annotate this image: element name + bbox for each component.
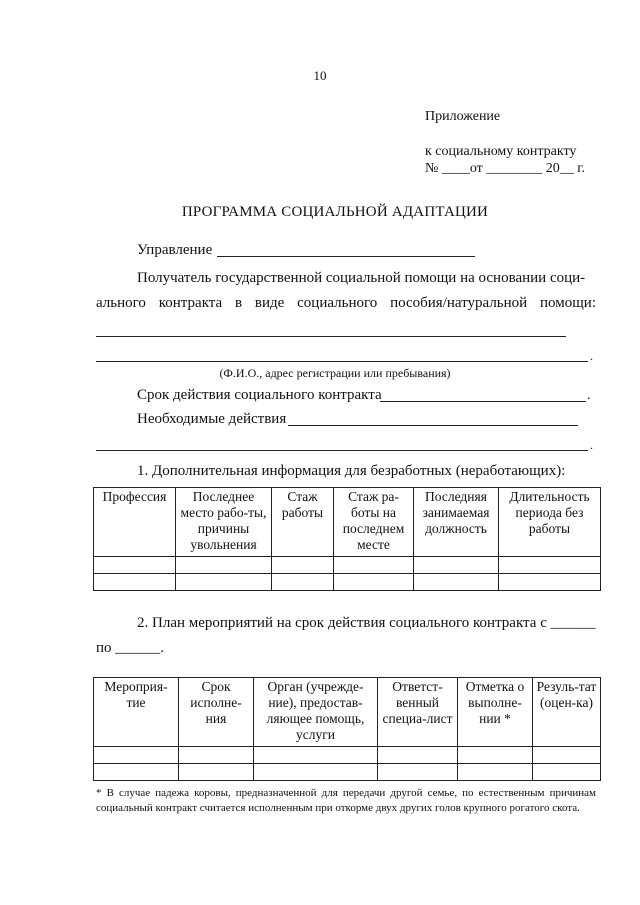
table-cell[interactable] [94, 557, 176, 574]
table-cell[interactable] [254, 747, 378, 764]
table-cell[interactable] [272, 557, 334, 574]
footnote: * В случае падежа коровы, предназначенной для передачи другой семье, по естественным причинам социальный контракт считается исполненным при откорме двух других голов крупного рогатого скота. [96, 787, 596, 814]
table-cell[interactable] [176, 574, 272, 591]
column-header: Резуль-тат (оцен-ка) [533, 678, 601, 747]
period-mark: . [590, 438, 593, 452]
table-cell[interactable] [378, 764, 458, 781]
table-cell[interactable] [414, 557, 499, 574]
table-row [94, 764, 601, 781]
table-cell[interactable] [334, 574, 414, 591]
appendix-block [425, 108, 585, 177]
column-header: Последнее место рабо-ты, причины увольнения [176, 488, 272, 557]
unemployed-info-table [93, 487, 601, 591]
table-header-row [94, 488, 601, 557]
column-header: Последняя занимаемая должность [414, 488, 499, 557]
table-cell[interactable] [254, 764, 378, 781]
table-cell[interactable] [176, 557, 272, 574]
column-header: Длительность периода без работы [499, 488, 601, 557]
contract-term-line [380, 401, 586, 402]
table-cell[interactable] [179, 764, 254, 781]
period-mark: . [590, 349, 593, 363]
column-header: Профессия [94, 488, 176, 557]
document-title: ПРОГРАММА СОЦИАЛЬНОЙ АДАПТАЦИИ [181, 204, 489, 220]
table-cell[interactable] [533, 764, 601, 781]
table-cell[interactable] [94, 764, 179, 781]
appendix-line-3: № ____от ________ 20__ г. [425, 161, 585, 176]
table-cell[interactable] [94, 574, 176, 591]
table-cell[interactable] [334, 557, 414, 574]
table-row [94, 557, 601, 574]
column-header: Стаж ра-боты на последнем месте [334, 488, 414, 557]
required-actions-line-2 [96, 450, 588, 451]
required-actions-label: Необходимые действия [137, 411, 287, 427]
section1-heading: 1. Дополнительная информация для безработных (неработающих): [137, 463, 566, 479]
contract-term-label: Срок действия социального контракта [137, 387, 382, 403]
column-header: Мероприя-тие [94, 678, 179, 747]
period-mark: . [587, 388, 591, 403]
table-cell[interactable] [272, 574, 334, 591]
column-header: Стаж работы [272, 488, 334, 557]
management-line [217, 256, 475, 257]
table-cell[interactable] [499, 557, 601, 574]
recipient-line-2 [96, 361, 588, 362]
fio-caption: (Ф.И.О., адрес регистрации или пребывания) [219, 366, 451, 380]
recipient-text-line-1: Получатель государственной социальной помощи на основании соци- [137, 270, 586, 286]
recipient-line-1 [96, 336, 566, 337]
section2-heading-line-2: по ______. [96, 640, 165, 656]
table-cell[interactable] [94, 747, 179, 764]
table-cell[interactable] [378, 747, 458, 764]
table-row [94, 747, 601, 764]
management-label: Управление [137, 242, 213, 258]
column-header: Орган (учрежде-ние), предостав-ляющее помощь, услуги [254, 678, 378, 747]
table-cell[interactable] [533, 747, 601, 764]
table-header-row [94, 678, 601, 747]
section2-heading-line-1: 2. План мероприятий на срок действия социального контракта с ______ [137, 615, 596, 631]
table-cell[interactable] [414, 574, 499, 591]
table-cell[interactable] [458, 747, 533, 764]
appendix-line-1: Приложение [425, 109, 501, 124]
table-cell[interactable] [458, 764, 533, 781]
table-row [94, 574, 601, 591]
required-actions-line [288, 425, 578, 426]
column-header: Отметка о выполне-нии * [458, 678, 533, 747]
appendix-line-2: к социальному контракту [425, 144, 577, 159]
table-cell[interactable] [499, 574, 601, 591]
table-cell[interactable] [179, 747, 254, 764]
column-header: Ответст-венный специа-лист [378, 678, 458, 747]
column-header: Срок исполне-ния [179, 678, 254, 747]
activity-plan-table [93, 677, 601, 781]
recipient-text-line-2: ального контракта в виде социального пособия/натуральной помощи: [96, 295, 596, 311]
page-number: 10 [313, 68, 327, 83]
